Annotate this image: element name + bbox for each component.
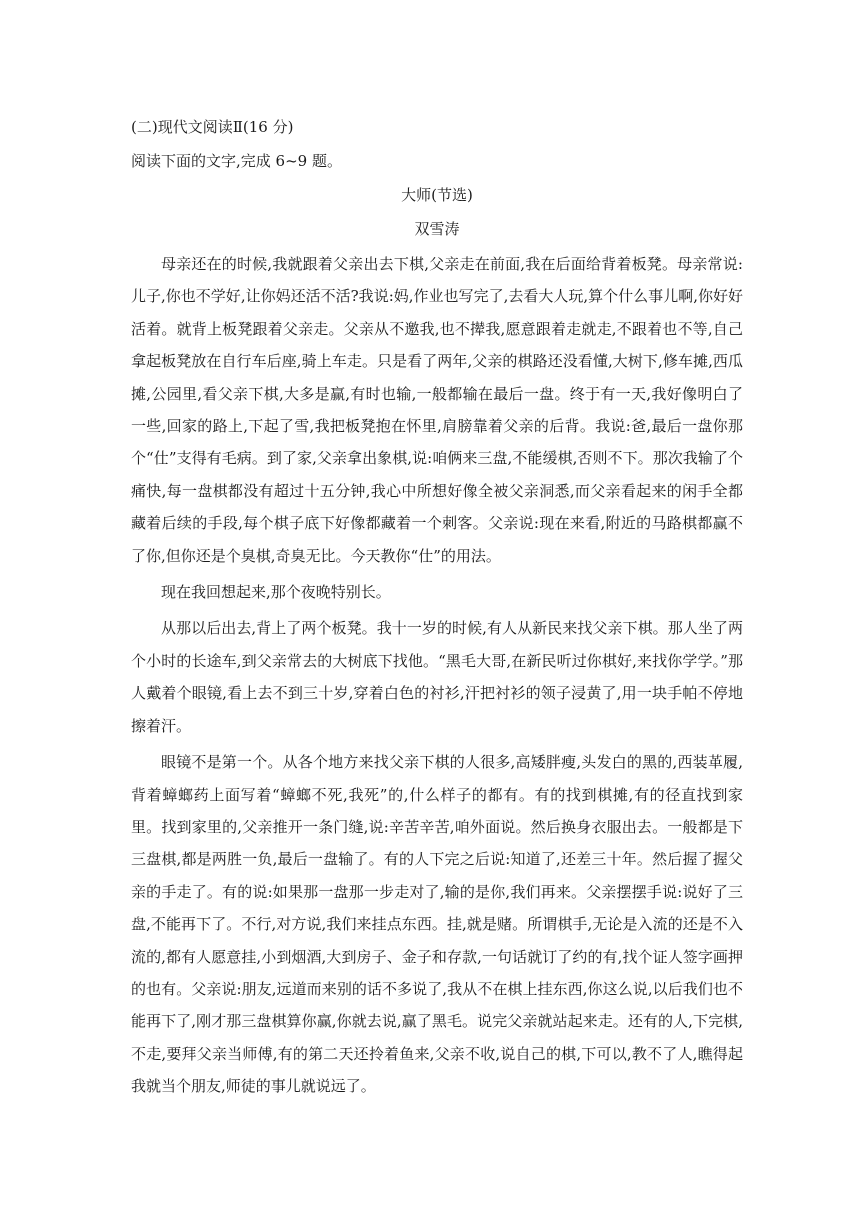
section-heading: (二)现代文阅读Ⅱ(16 分) — [131, 118, 294, 136]
article-author: 双雪涛 — [414, 220, 460, 238]
paragraph-4: 眼镜不是第一个。从各个地方来找父亲下棋的人很多,高矮胖瘦,头发白的黑的,西装革履,背着蟑螂药上面写着“蟑螂不死,我死”的,什么样子的都有。有的找到棋摊,有的径直找到家里。找到家里的,父亲推开一条门缝,说:辛苦辛苦,咱外面说。然后换身衣服出去。一般都是下三盘棋,都是两胜一负,最后一盘输了。有的人下完之后说:知道了,还差三十年。然后握了握父亲的手走了。有的说:如果那一盘那一步走对了,输的是你,我们再来。父亲摆摆手说:说好了三盘,不能再下了。不行,对方说,我们来挂点东西。挂,就是赌。所谓棋手,无论是入流的还是不入流的,都有人愿意挂,小到烟酒,大到房子、金子和存款,一句话就订了约的有,找个证人签字画押的也有。父亲说:朋友,远道而来别的话不多说了,我从不在棋上挂东西,你这么说,以后我们也不能再下了,刚才那三盘棋算你赢,你就去说,赢了黑毛。说完父亲就站起来走。还有的人,下完棋,不走,要拜父亲当师傅,有的第二天还拎着鱼来,父亲不收,说自己的棋,下可以,教不了人,瞧得起我就当个朋友,师徒的事儿就说远了。 — [131, 753, 743, 1096]
paragraph-2: 现在我回想起来,那个夜晚特别长。 — [161, 583, 391, 602]
reading-instruction: 阅读下面的文字,完成 6~9 题。 — [131, 152, 342, 170]
document-page — [131, 110, 743, 1103]
paragraph-1: 母亲还在的时候,我就跟着父亲出去下棋,父亲走在前面,我在后面给背着板凳。母亲常说:儿子,你也不学好,让你妈还活不活?我说:妈,作业也写完了,去看大人玩,算个什么事儿啊,你好好活着。就背上板凳跟着父亲走。父亲从不邀我,也不撵我,愿意跟着走就走,不跟着也不等,自己拿起板凳放在自行车后座,骑上车走。只是看了两年,父亲的棋路还没看懂,大树下,修车摊,西瓜摊,公园里,看父亲下棋,大多是赢,有时也输,一般都输在最后一盘。终于有一天,我好像明白了一些,回家的路上,下起了雪,我把板凳抱在怀里,肩膀靠着父亲的后背。我说:爸,最后一盘你那个“仕”支得有毛病。到了家,父亲拿出象棋,说:咱俩来三盘,不能缓棋,否则不下。那次我输了个痛快,每一盘棋都没有超过十五分钟,我心中所想好像全被父亲洞悉,而父亲看起来的闲手全都藏着后续的手段,每个棋子底下好像都藏着一个刺客。父亲说:现在来看,附近的马路棋都赢不了你,但你还是个臭棋,奇臭无比。今天教你“仕”的用法。 — [131, 255, 743, 565]
article-title: 大师(节选) — [401, 186, 473, 204]
paragraph-3: 从那以后出去,背上了两个板凳。我十一岁的时候,有人从新民来找父亲下棋。那人坐了两个小时的长途车,到父亲常去的大树底下找他。“黑毛大哥,在新民听过你棋好,来找你学学。”那人戴着个眼镜,看上去不到三十岁,穿着白色的衬衫,汗把衬衫的领子浸黄了,用一块手帕不停地擦着汗。 — [131, 619, 743, 735]
